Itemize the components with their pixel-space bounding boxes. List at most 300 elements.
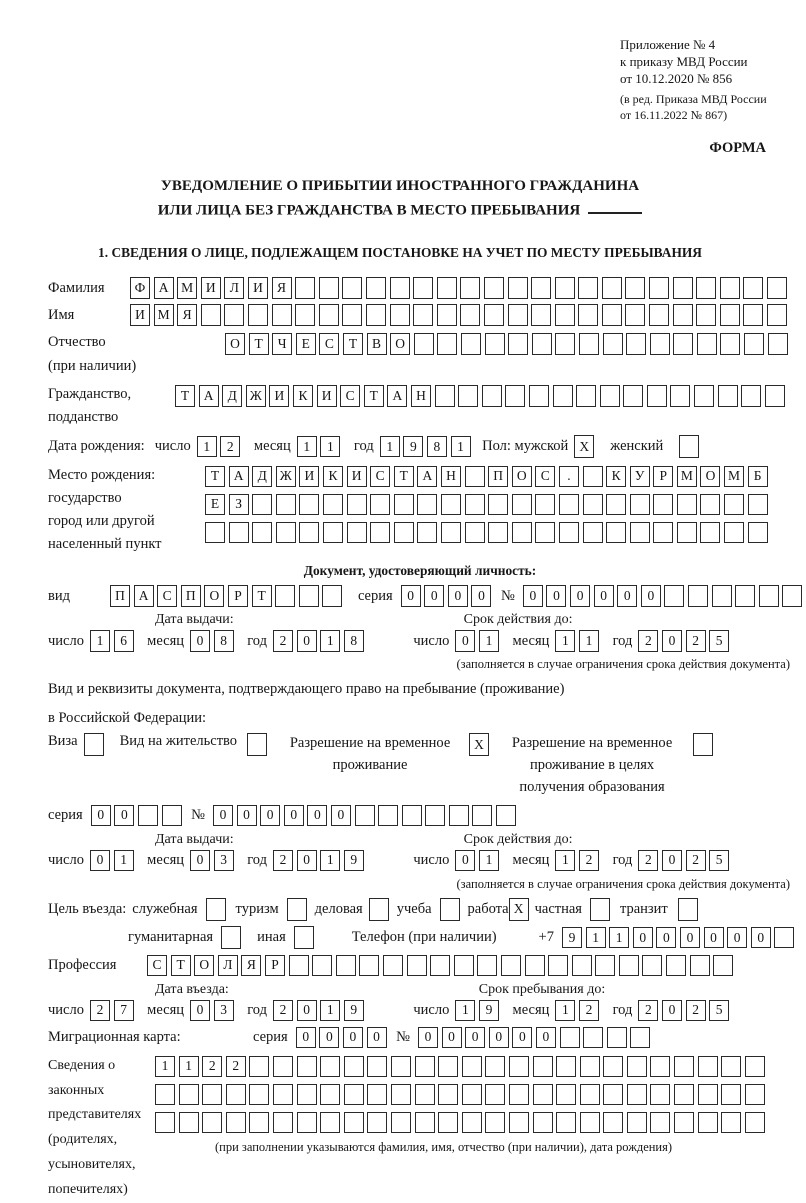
char-cell[interactable]	[700, 494, 720, 516]
purpose-tourism-checkbox[interactable]	[287, 898, 307, 921]
char-cell[interactable]	[344, 1084, 364, 1106]
char-cell[interactable]: Т	[249, 333, 269, 355]
char-cell[interactable]	[744, 333, 764, 355]
char-cell[interactable]	[312, 955, 332, 977]
char-cell[interactable]	[606, 522, 626, 544]
char-cell[interactable]: А	[154, 277, 174, 299]
char-cell[interactable]	[603, 1112, 623, 1134]
char-cell[interactable]	[700, 522, 720, 544]
char-cell[interactable]: Б	[748, 466, 768, 488]
char-cell[interactable]	[696, 304, 716, 326]
char-cell[interactable]: 1	[451, 436, 471, 458]
char-cell[interactable]: 0	[455, 850, 475, 872]
char-cell[interactable]	[276, 494, 296, 516]
char-cell[interactable]	[647, 385, 667, 407]
char-cell[interactable]: 0	[662, 1000, 682, 1022]
char-cell[interactable]	[202, 1084, 222, 1106]
char-cell[interactable]	[627, 1056, 647, 1078]
char-cell[interactable]: 1	[380, 436, 400, 458]
char-cell[interactable]: 2	[638, 1000, 658, 1022]
char-cell[interactable]	[627, 1112, 647, 1134]
char-cell[interactable]: 2	[638, 630, 658, 652]
char-cell[interactable]	[366, 277, 386, 299]
char-cell[interactable]	[201, 304, 221, 326]
char-cell[interactable]: 1	[90, 630, 110, 652]
char-cell[interactable]: 2	[579, 850, 599, 872]
char-cell[interactable]	[721, 1084, 741, 1106]
char-cell[interactable]	[512, 522, 532, 544]
char-cell[interactable]	[226, 1084, 246, 1106]
char-cell[interactable]	[677, 522, 697, 544]
char-cell[interactable]	[435, 385, 455, 407]
purpose-private-checkbox[interactable]	[590, 898, 610, 921]
char-cell[interactable]: О	[700, 466, 720, 488]
char-cell[interactable]	[462, 1112, 482, 1134]
char-cell[interactable]: 5	[709, 850, 729, 872]
char-cell[interactable]: 3	[214, 1000, 234, 1022]
char-cell[interactable]	[712, 585, 732, 607]
char-cell[interactable]: 1	[555, 850, 575, 872]
char-cell[interactable]	[759, 585, 779, 607]
char-cell[interactable]	[583, 466, 603, 488]
char-cell[interactable]	[673, 304, 693, 326]
char-cell[interactable]	[485, 1056, 505, 1078]
char-cell[interactable]: 2	[90, 1000, 110, 1022]
char-cell[interactable]: 8	[214, 630, 234, 652]
char-cell[interactable]	[525, 955, 545, 977]
char-cell[interactable]	[249, 1056, 269, 1078]
char-cell[interactable]: А	[134, 585, 154, 607]
char-cell[interactable]	[774, 927, 794, 949]
visa-checkbox[interactable]	[84, 733, 104, 756]
char-cell[interactable]: К	[293, 385, 313, 407]
purpose-other-checkbox[interactable]	[294, 926, 314, 949]
char-cell[interactable]: 1	[579, 630, 599, 652]
char-cell[interactable]: Р	[265, 955, 285, 977]
char-cell[interactable]: 1	[609, 927, 629, 949]
char-cell[interactable]: 9	[562, 927, 582, 949]
char-cell[interactable]	[623, 385, 643, 407]
char-cell[interactable]	[649, 277, 669, 299]
char-cell[interactable]	[359, 955, 379, 977]
char-cell[interactable]: 0	[190, 630, 210, 652]
char-cell[interactable]: С	[319, 333, 339, 355]
char-cell[interactable]	[299, 494, 319, 516]
char-cell[interactable]: 0	[570, 585, 590, 607]
char-cell[interactable]	[413, 304, 433, 326]
char-cell[interactable]: К	[323, 466, 343, 488]
char-cell[interactable]	[743, 304, 763, 326]
char-cell[interactable]	[355, 805, 375, 827]
char-cell[interactable]	[272, 304, 292, 326]
char-cell[interactable]	[650, 1112, 670, 1134]
char-cell[interactable]: 1	[155, 1056, 175, 1078]
char-cell[interactable]	[430, 955, 450, 977]
char-cell[interactable]: П	[488, 466, 508, 488]
char-cell[interactable]	[509, 1112, 529, 1134]
char-cell[interactable]	[745, 1084, 765, 1106]
char-cell[interactable]	[532, 333, 552, 355]
char-cell[interactable]	[673, 277, 693, 299]
char-cell[interactable]	[745, 1056, 765, 1078]
char-cell[interactable]: 2	[273, 1000, 293, 1022]
char-cell[interactable]: З	[229, 494, 249, 516]
char-cell[interactable]: 3	[214, 850, 234, 872]
char-cell[interactable]	[531, 304, 551, 326]
char-cell[interactable]	[602, 304, 622, 326]
char-cell[interactable]: О	[390, 333, 410, 355]
char-cell[interactable]	[378, 805, 398, 827]
char-cell[interactable]: 0	[662, 850, 682, 872]
char-cell[interactable]	[460, 304, 480, 326]
char-cell[interactable]: Ч	[272, 333, 292, 355]
char-cell[interactable]	[462, 1056, 482, 1078]
char-cell[interactable]	[583, 1027, 603, 1049]
char-cell[interactable]	[578, 304, 598, 326]
temp-residence-edu-checkbox[interactable]	[693, 733, 713, 756]
char-cell[interactable]: 0	[424, 585, 444, 607]
char-cell[interactable]	[344, 1112, 364, 1134]
char-cell[interactable]	[484, 304, 504, 326]
char-cell[interactable]	[226, 1112, 246, 1134]
purpose-official-checkbox[interactable]	[206, 898, 226, 921]
char-cell[interactable]	[748, 522, 768, 544]
char-cell[interactable]	[650, 333, 670, 355]
char-cell[interactable]: И	[299, 466, 319, 488]
char-cell[interactable]: Я	[241, 955, 261, 977]
char-cell[interactable]: 0	[213, 805, 233, 827]
char-cell[interactable]: Л	[218, 955, 238, 977]
char-cell[interactable]	[535, 494, 555, 516]
char-cell[interactable]	[630, 522, 650, 544]
char-cell[interactable]	[205, 522, 225, 544]
purpose-humanitarian-checkbox[interactable]	[221, 926, 241, 949]
char-cell[interactable]	[556, 1056, 576, 1078]
char-cell[interactable]: 0	[331, 805, 351, 827]
sex-male-checkbox[interactable]: X	[574, 435, 594, 458]
char-cell[interactable]	[625, 304, 645, 326]
char-cell[interactable]	[674, 1112, 694, 1134]
char-cell[interactable]: 2	[686, 1000, 706, 1022]
residence-permit-checkbox[interactable]	[247, 733, 267, 756]
char-cell[interactable]	[677, 494, 697, 516]
char-cell[interactable]: 1	[479, 850, 499, 872]
char-cell[interactable]: Ж	[276, 466, 296, 488]
char-cell[interactable]: П	[110, 585, 130, 607]
char-cell[interactable]	[559, 494, 579, 516]
char-cell[interactable]	[347, 522, 367, 544]
char-cell[interactable]: 1	[320, 1000, 340, 1022]
char-cell[interactable]: С	[370, 466, 390, 488]
char-cell[interactable]	[720, 333, 740, 355]
char-cell[interactable]: 0	[594, 585, 614, 607]
char-cell[interactable]	[488, 494, 508, 516]
char-cell[interactable]: 8	[344, 630, 364, 652]
char-cell[interactable]	[580, 1056, 600, 1078]
char-cell[interactable]: С	[535, 466, 555, 488]
char-cell[interactable]	[721, 1056, 741, 1078]
char-cell[interactable]: А	[417, 466, 437, 488]
char-cell[interactable]: 0	[465, 1027, 485, 1049]
char-cell[interactable]: 0	[284, 805, 304, 827]
char-cell[interactable]: 1	[479, 630, 499, 652]
char-cell[interactable]: И	[248, 277, 268, 299]
char-cell[interactable]	[438, 1112, 458, 1134]
char-cell[interactable]	[720, 277, 740, 299]
char-cell[interactable]: 2	[226, 1056, 246, 1078]
char-cell[interactable]: Т	[394, 466, 414, 488]
char-cell[interactable]: Р	[653, 466, 673, 488]
char-cell[interactable]	[437, 304, 457, 326]
char-cell[interactable]	[508, 304, 528, 326]
char-cell[interactable]	[748, 494, 768, 516]
char-cell[interactable]	[607, 1027, 627, 1049]
char-cell[interactable]	[438, 1084, 458, 1106]
char-cell[interactable]	[273, 1056, 293, 1078]
char-cell[interactable]: М	[724, 466, 744, 488]
char-cell[interactable]	[718, 385, 738, 407]
char-cell[interactable]: 0	[727, 927, 747, 949]
char-cell[interactable]: О	[512, 466, 532, 488]
char-cell[interactable]	[488, 522, 508, 544]
char-cell[interactable]: 1	[455, 1000, 475, 1022]
char-cell[interactable]	[485, 1112, 505, 1134]
char-cell[interactable]: 9	[403, 436, 423, 458]
char-cell[interactable]	[533, 1084, 553, 1106]
char-cell[interactable]: И	[201, 277, 221, 299]
char-cell[interactable]	[583, 522, 603, 544]
char-cell[interactable]	[461, 333, 481, 355]
char-cell[interactable]: 2	[638, 850, 658, 872]
char-cell[interactable]: .	[559, 466, 579, 488]
char-cell[interactable]	[603, 333, 623, 355]
char-cell[interactable]	[465, 522, 485, 544]
char-cell[interactable]: 2	[220, 436, 240, 458]
char-cell[interactable]	[767, 277, 787, 299]
char-cell[interactable]	[606, 494, 626, 516]
char-cell[interactable]	[342, 304, 362, 326]
char-cell[interactable]	[224, 304, 244, 326]
char-cell[interactable]	[138, 805, 158, 827]
char-cell[interactable]	[535, 522, 555, 544]
char-cell[interactable]	[485, 1084, 505, 1106]
char-cell[interactable]: С	[157, 585, 177, 607]
char-cell[interactable]: 0	[114, 805, 134, 827]
char-cell[interactable]: 0	[260, 805, 280, 827]
char-cell[interactable]: Л	[224, 277, 244, 299]
char-cell[interactable]	[249, 1112, 269, 1134]
char-cell[interactable]	[580, 1112, 600, 1134]
char-cell[interactable]: 1	[197, 436, 217, 458]
temp-residence-checkbox[interactable]: X	[469, 733, 489, 756]
char-cell[interactable]	[765, 385, 785, 407]
char-cell[interactable]: 0	[237, 805, 257, 827]
char-cell[interactable]	[273, 1084, 293, 1106]
char-cell[interactable]	[579, 333, 599, 355]
char-cell[interactable]: 2	[686, 850, 706, 872]
char-cell[interactable]	[595, 955, 615, 977]
char-cell[interactable]: 1	[586, 927, 606, 949]
char-cell[interactable]	[322, 585, 342, 607]
char-cell[interactable]	[252, 522, 272, 544]
char-cell[interactable]: М	[677, 466, 697, 488]
char-cell[interactable]: 0	[297, 1000, 317, 1022]
char-cell[interactable]: 0	[704, 927, 724, 949]
char-cell[interactable]	[482, 385, 502, 407]
char-cell[interactable]	[276, 522, 296, 544]
char-cell[interactable]	[344, 1056, 364, 1078]
char-cell[interactable]	[782, 585, 802, 607]
char-cell[interactable]	[390, 304, 410, 326]
char-cell[interactable]	[580, 1084, 600, 1106]
char-cell[interactable]	[407, 955, 427, 977]
char-cell[interactable]: 0	[489, 1027, 509, 1049]
char-cell[interactable]	[297, 1112, 317, 1134]
char-cell[interactable]	[767, 304, 787, 326]
char-cell[interactable]: 1	[555, 1000, 575, 1022]
char-cell[interactable]: 2	[273, 630, 293, 652]
char-cell[interactable]: Т	[171, 955, 191, 977]
char-cell[interactable]	[383, 955, 403, 977]
char-cell[interactable]	[295, 304, 315, 326]
char-cell[interactable]: 1	[320, 850, 340, 872]
char-cell[interactable]: 0	[90, 850, 110, 872]
char-cell[interactable]: Т	[175, 385, 195, 407]
char-cell[interactable]: 2	[579, 1000, 599, 1022]
char-cell[interactable]: 0	[448, 585, 468, 607]
char-cell[interactable]: 0	[418, 1027, 438, 1049]
char-cell[interactable]: 2	[273, 850, 293, 872]
char-cell[interactable]: 1	[297, 436, 317, 458]
char-cell[interactable]: 0	[656, 927, 676, 949]
char-cell[interactable]	[724, 522, 744, 544]
char-cell[interactable]	[320, 1112, 340, 1134]
char-cell[interactable]: И	[269, 385, 289, 407]
char-cell[interactable]	[664, 585, 684, 607]
char-cell[interactable]: 1	[320, 630, 340, 652]
char-cell[interactable]	[394, 522, 414, 544]
char-cell[interactable]: Е	[205, 494, 225, 516]
char-cell[interactable]: Т	[364, 385, 384, 407]
sex-female-checkbox[interactable]	[679, 435, 699, 458]
char-cell[interactable]: 0	[455, 630, 475, 652]
char-cell[interactable]	[394, 494, 414, 516]
char-cell[interactable]: 2	[686, 630, 706, 652]
char-cell[interactable]: И	[317, 385, 337, 407]
char-cell[interactable]	[548, 955, 568, 977]
char-cell[interactable]	[415, 1056, 435, 1078]
char-cell[interactable]	[484, 277, 504, 299]
char-cell[interactable]	[391, 1112, 411, 1134]
char-cell[interactable]	[299, 585, 319, 607]
char-cell[interactable]: 0	[442, 1027, 462, 1049]
char-cell[interactable]: А	[229, 466, 249, 488]
char-cell[interactable]: 0	[91, 805, 111, 827]
char-cell[interactable]	[698, 1056, 718, 1078]
char-cell[interactable]: И	[347, 466, 367, 488]
char-cell[interactable]	[673, 333, 693, 355]
char-cell[interactable]	[413, 277, 433, 299]
char-cell[interactable]	[627, 1084, 647, 1106]
char-cell[interactable]	[472, 805, 492, 827]
char-cell[interactable]: 7	[114, 1000, 134, 1022]
char-cell[interactable]	[698, 1112, 718, 1134]
char-cell[interactable]	[370, 494, 390, 516]
char-cell[interactable]	[649, 304, 669, 326]
char-cell[interactable]: 0	[641, 585, 661, 607]
char-cell[interactable]: 5	[709, 630, 729, 652]
char-cell[interactable]: 0	[471, 585, 491, 607]
char-cell[interactable]	[367, 1056, 387, 1078]
char-cell[interactable]	[531, 277, 551, 299]
char-cell[interactable]: 0	[523, 585, 543, 607]
char-cell[interactable]: М	[177, 277, 197, 299]
char-cell[interactable]	[295, 277, 315, 299]
char-cell[interactable]	[508, 277, 528, 299]
purpose-business-checkbox[interactable]	[369, 898, 389, 921]
char-cell[interactable]	[533, 1112, 553, 1134]
char-cell[interactable]	[690, 955, 710, 977]
char-cell[interactable]: 0	[633, 927, 653, 949]
char-cell[interactable]	[509, 1056, 529, 1078]
char-cell[interactable]	[555, 333, 575, 355]
char-cell[interactable]: С	[147, 955, 167, 977]
char-cell[interactable]: Я	[177, 304, 197, 326]
char-cell[interactable]	[454, 955, 474, 977]
char-cell[interactable]	[323, 494, 343, 516]
char-cell[interactable]	[653, 522, 673, 544]
char-cell[interactable]: К	[606, 466, 626, 488]
char-cell[interactable]	[417, 494, 437, 516]
char-cell[interactable]	[741, 385, 761, 407]
char-cell[interactable]: 0	[617, 585, 637, 607]
char-cell[interactable]	[501, 955, 521, 977]
char-cell[interactable]	[391, 1056, 411, 1078]
char-cell[interactable]: 0	[343, 1027, 363, 1049]
char-cell[interactable]	[441, 522, 461, 544]
char-cell[interactable]	[768, 333, 788, 355]
char-cell[interactable]	[670, 385, 690, 407]
char-cell[interactable]: В	[367, 333, 387, 355]
char-cell[interactable]	[496, 805, 516, 827]
char-cell[interactable]	[319, 277, 339, 299]
char-cell[interactable]: 0	[367, 1027, 387, 1049]
char-cell[interactable]: О	[204, 585, 224, 607]
char-cell[interactable]	[449, 805, 469, 827]
char-cell[interactable]	[642, 955, 662, 977]
char-cell[interactable]	[743, 277, 763, 299]
char-cell[interactable]	[666, 955, 686, 977]
char-cell[interactable]	[697, 333, 717, 355]
char-cell[interactable]	[721, 1112, 741, 1134]
char-cell[interactable]	[465, 466, 485, 488]
char-cell[interactable]	[425, 805, 445, 827]
char-cell[interactable]	[508, 333, 528, 355]
char-cell[interactable]	[347, 494, 367, 516]
char-cell[interactable]: 1	[114, 850, 134, 872]
char-cell[interactable]: 0	[401, 585, 421, 607]
char-cell[interactable]	[626, 333, 646, 355]
char-cell[interactable]	[390, 277, 410, 299]
char-cell[interactable]	[275, 585, 295, 607]
char-cell[interactable]: 6	[114, 630, 134, 652]
char-cell[interactable]	[674, 1056, 694, 1078]
char-cell[interactable]	[619, 955, 639, 977]
char-cell[interactable]	[414, 333, 434, 355]
char-cell[interactable]	[202, 1112, 222, 1134]
char-cell[interactable]: 0	[512, 1027, 532, 1049]
char-cell[interactable]: 0	[751, 927, 771, 949]
